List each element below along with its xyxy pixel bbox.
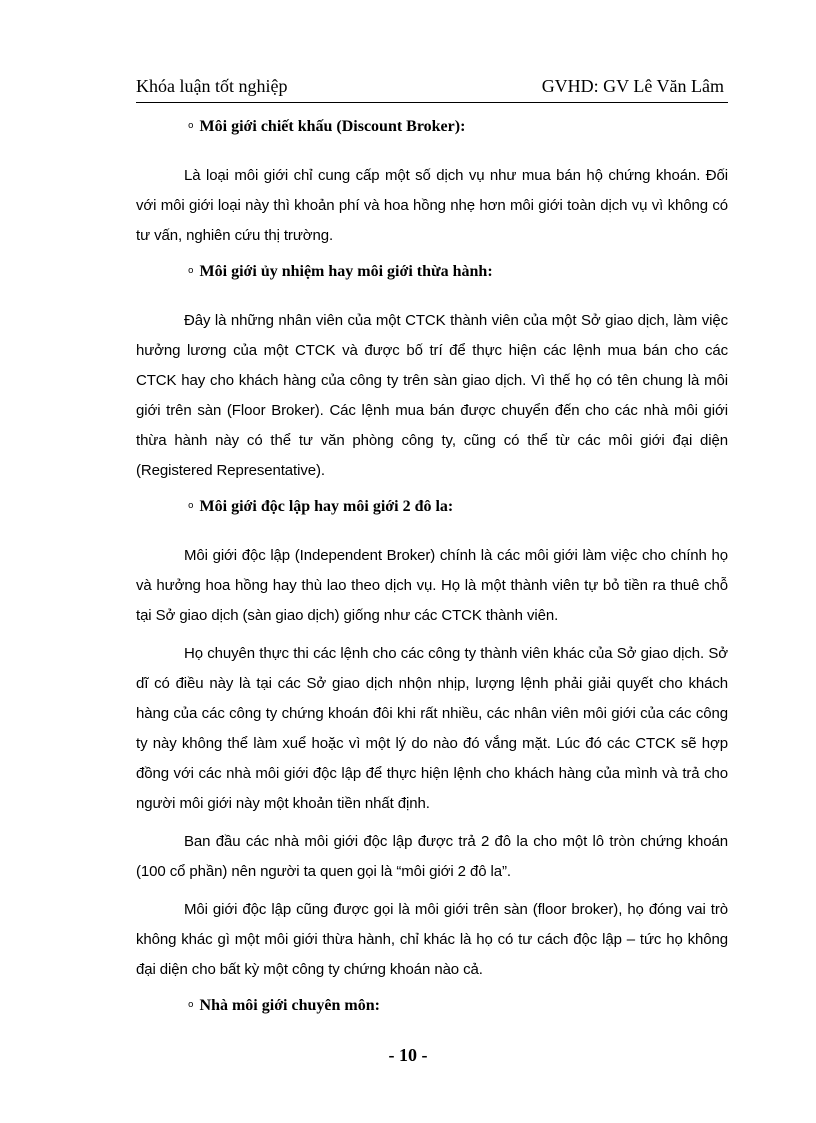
body-paragraph: Ban đầu các nhà môi giới độc lập được trả 2 đô la cho một lô tròn chứng khoán (100 cổ phần) nên người ta quen gọi là “môi giới 2 đô la”. bbox=[136, 833, 728, 880]
bullet-icon: o bbox=[188, 501, 194, 511]
page-header bbox=[136, 76, 728, 103]
bullet-icon: o bbox=[188, 121, 194, 131]
section-heading: o Môi giới chiết khấu (Discount Broker): bbox=[188, 118, 466, 135]
body-paragraph: Họ chuyên thực thi các lệnh cho các công ty thành viên khác của Sở giao dịch. Sở dĩ có điều này là tại các Sở giao dịch nhộn nhịp, lượng lệnh phải giải quyết cho khách hàng của các công ty chứng khoán đôi khi rất nhiều, các nhân viên môi giới của các công ty này không thể làm xuể hoặc vì một lý do nào đó vắng mặt. Lúc đó các CTCK sẽ hợp đồng với các nhà môi giới độc lập để thực hiện lệnh cho khách hàng của mình và trả cho người môi giới này một khoản tiền nhất định. bbox=[136, 645, 728, 812]
section-heading: o Môi giới ủy nhiệm hay môi giới thừa hành: bbox=[188, 263, 493, 280]
section-heading: o Nhà môi giới chuyên môn: bbox=[188, 997, 380, 1014]
section-heading: o Môi giới độc lập hay môi giới 2 đô la: bbox=[188, 498, 454, 515]
bullet-icon: o bbox=[188, 266, 194, 276]
body-paragraph: Là loại môi giới chỉ cung cấp một số dịch vụ như mua bán hộ chứng khoán. Đối với môi giới loại này thì khoản phí và hoa hồng nhẹ hơn môi giới toàn dịch vụ vì không có tư vấn, nghiên cứu thị trường. bbox=[136, 167, 728, 244]
header-thesis-title: Khóa luận tốt nghiệp bbox=[136, 76, 288, 96]
body-paragraph: Môi giới độc lập cũng được gọi là môi giới trên sàn (floor broker), họ đóng vai trò không khác gì một môi giới thừa hành, chỉ khác là họ có tư cách độc lập – tức họ không đại diện cho bất kỳ một công ty chứng khoán nào cả. bbox=[136, 901, 728, 978]
header-advisor: GVHD: GV Lê Văn Lâm bbox=[541, 76, 724, 96]
body-paragraph: Đây là những nhân viên của một CTCK thành viên của một Sở giao dịch, làm việc hưởng lương của một CTCK và được bố trí để thực hiện các lệnh mua bán cho các CTCK hay cho khách hàng của công ty trên sàn giao dịch. Vì thế họ có tên chung là môi giới trên sàn (Floor Broker). Các lệnh mua bán được chuyển đến cho các nhà môi giới thừa hành này có thể tư văn phòng công ty, cũng có thể từ các môi giới đại diện (Registered Representative). bbox=[136, 312, 728, 479]
page-body bbox=[136, 114, 728, 1040]
page-number: - 10 - bbox=[388, 1045, 428, 1065]
body-paragraph: Môi giới độc lập (Independent Broker) chính là các môi giới làm việc cho chính họ và hưởng hoa hồng hay thù lao theo dịch vụ. Họ là một thành viên tự bỏ tiền ra thuê chỗ tại Sở giao dịch (sàn giao dịch) giống như các CTCK thành viên. bbox=[136, 547, 728, 624]
bullet-icon: o bbox=[188, 1000, 194, 1010]
